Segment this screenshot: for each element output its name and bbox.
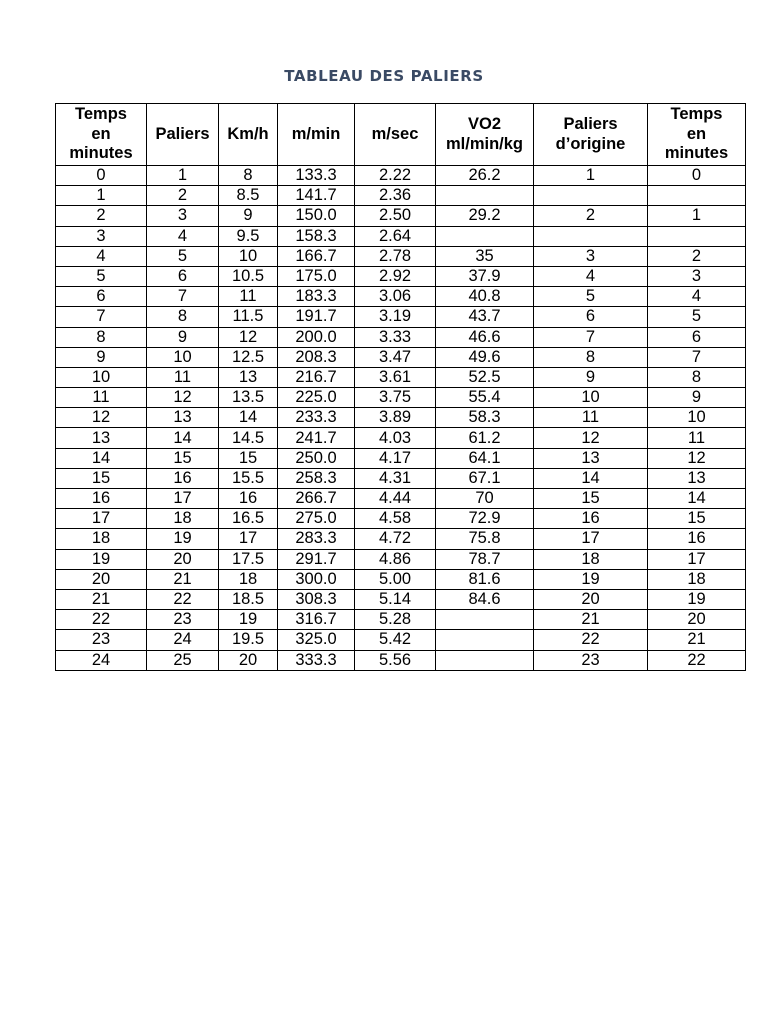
cell-paliers: 7	[147, 287, 219, 307]
cell-m-sec: 4.44	[355, 489, 436, 509]
cell-m-min: 333.3	[278, 650, 355, 670]
header-temps-en-minutes-2	[648, 104, 746, 166]
cell-vo2: 43.7	[436, 307, 534, 327]
cell-kmh: 8.5	[219, 186, 278, 206]
cell-temps-2: 14	[648, 489, 746, 509]
cell-temps-2: 0	[648, 166, 746, 186]
header-paliers	[147, 104, 219, 166]
cell-m-sec: 5.00	[355, 569, 436, 589]
cell-kmh: 17.5	[219, 549, 278, 569]
cell-temps-2	[648, 186, 746, 206]
cell-temps: 17	[56, 509, 147, 529]
cell-vo2: 46.6	[436, 327, 534, 347]
cell-paliers-origine: 17	[534, 529, 648, 549]
cell-kmh: 14.5	[219, 428, 278, 448]
table-row	[56, 610, 746, 630]
cell-temps-2: 19	[648, 589, 746, 609]
header-line: d’origine	[555, 134, 626, 153]
header-line: Paliers	[563, 115, 618, 133]
cell-paliers-origine: 20	[534, 589, 648, 609]
cell-temps-2: 15	[648, 509, 746, 529]
table-row	[56, 630, 746, 650]
cell-m-min: 258.3	[278, 468, 355, 488]
cell-m-min: 150.0	[278, 206, 355, 226]
cell-m-sec: 2.36	[355, 186, 436, 206]
cell-kmh: 9	[219, 206, 278, 226]
cell-temps: 10	[56, 367, 147, 387]
table-body	[56, 166, 746, 671]
cell-paliers-origine: 9	[534, 367, 648, 387]
cell-temps-2: 21	[648, 630, 746, 650]
cell-paliers-origine	[534, 226, 648, 246]
cell-m-sec: 3.89	[355, 408, 436, 428]
cell-vo2: 70	[436, 489, 534, 509]
cell-m-sec: 5.28	[355, 610, 436, 630]
cell-m-sec: 4.03	[355, 428, 436, 448]
cell-temps: 22	[56, 610, 147, 630]
cell-m-sec: 3.33	[355, 327, 436, 347]
header-line: m/sec	[371, 124, 419, 143]
cell-temps: 2	[56, 206, 147, 226]
cell-m-min: 308.3	[278, 589, 355, 609]
cell-m-min: 166.7	[278, 246, 355, 266]
header-line: Temps	[670, 105, 723, 124]
cell-paliers: 22	[147, 589, 219, 609]
header-line: Km/h	[227, 124, 269, 143]
cell-paliers-origine: 3	[534, 246, 648, 266]
cell-temps: 23	[56, 630, 147, 650]
cell-m-sec: 3.19	[355, 307, 436, 327]
table-row	[56, 347, 746, 367]
header-paliers-origine	[534, 104, 648, 166]
cell-temps: 16	[56, 489, 147, 509]
table-row	[56, 367, 746, 387]
cell-kmh: 9.5	[219, 226, 278, 246]
cell-m-min: 241.7	[278, 428, 355, 448]
cell-m-sec: 3.61	[355, 367, 436, 387]
table-row	[56, 589, 746, 609]
cell-vo2: 52.5	[436, 367, 534, 387]
cell-paliers: 20	[147, 549, 219, 569]
table-row	[56, 226, 746, 246]
cell-vo2: 35	[436, 246, 534, 266]
cell-paliers: 4	[147, 226, 219, 246]
cell-temps: 12	[56, 408, 147, 428]
cell-paliers-origine: 21	[534, 610, 648, 630]
cell-vo2: 81.6	[436, 569, 534, 589]
cell-temps-2: 18	[648, 569, 746, 589]
cell-kmh: 14	[219, 408, 278, 428]
table-row	[56, 428, 746, 448]
cell-kmh: 19.5	[219, 630, 278, 650]
header-line: minutes	[69, 144, 133, 163]
header-m-min	[278, 104, 355, 166]
cell-kmh: 13.5	[219, 388, 278, 408]
header-line: Paliers	[155, 124, 210, 143]
cell-temps-2: 6	[648, 327, 746, 347]
table-row	[56, 549, 746, 569]
cell-temps-2: 22	[648, 650, 746, 670]
cell-paliers: 12	[147, 388, 219, 408]
table-row	[56, 388, 746, 408]
cell-temps-2: 12	[648, 448, 746, 468]
cell-vo2: 78.7	[436, 549, 534, 569]
cell-m-sec: 3.47	[355, 347, 436, 367]
cell-m-sec: 4.31	[355, 468, 436, 488]
cell-vo2: 55.4	[436, 388, 534, 408]
cell-paliers-origine: 5	[534, 287, 648, 307]
cell-temps: 13	[56, 428, 147, 448]
cell-vo2: 61.2	[436, 428, 534, 448]
header-line: ml/min/kg	[445, 134, 523, 153]
cell-kmh: 13	[219, 367, 278, 387]
cell-paliers-origine: 11	[534, 408, 648, 428]
cell-temps: 8	[56, 327, 147, 347]
cell-paliers: 23	[147, 610, 219, 630]
cell-temps: 3	[56, 226, 147, 246]
cell-vo2	[436, 610, 534, 630]
cell-temps: 5	[56, 266, 147, 286]
header-vo2	[436, 104, 534, 166]
cell-temps: 18	[56, 529, 147, 549]
cell-m-sec: 5.42	[355, 630, 436, 650]
cell-m-sec: 4.58	[355, 509, 436, 529]
cell-paliers-origine: 10	[534, 388, 648, 408]
cell-m-min: 183.3	[278, 287, 355, 307]
cell-paliers: 3	[147, 206, 219, 226]
cell-paliers: 9	[147, 327, 219, 347]
cell-temps-2: 1	[648, 206, 746, 226]
cell-paliers: 16	[147, 468, 219, 488]
cell-vo2	[436, 650, 534, 670]
cell-temps: 1	[56, 186, 147, 206]
cell-temps-2: 9	[648, 388, 746, 408]
cell-m-min: 300.0	[278, 569, 355, 589]
cell-m-min: 291.7	[278, 549, 355, 569]
cell-temps-2: 3	[648, 266, 746, 286]
cell-m-sec: 5.56	[355, 650, 436, 670]
header-line: en	[686, 124, 707, 143]
cell-vo2: 75.8	[436, 529, 534, 549]
cell-paliers-origine: 6	[534, 307, 648, 327]
cell-paliers-origine: 15	[534, 489, 648, 509]
cell-temps: 24	[56, 650, 147, 670]
cell-m-sec: 2.64	[355, 226, 436, 246]
cell-paliers-origine	[534, 186, 648, 206]
header-row	[56, 104, 746, 166]
header-temps-en-minutes	[56, 104, 147, 166]
cell-paliers-origine: 13	[534, 448, 648, 468]
cell-m-sec: 3.75	[355, 388, 436, 408]
cell-paliers: 2	[147, 186, 219, 206]
cell-m-min: 266.7	[278, 489, 355, 509]
cell-m-sec: 5.14	[355, 589, 436, 609]
cell-vo2: 29.2	[436, 206, 534, 226]
page-title: TABLEAU DES PALIERS	[284, 67, 484, 85]
cell-temps-2: 8	[648, 367, 746, 387]
cell-paliers-origine: 19	[534, 569, 648, 589]
cell-kmh: 16	[219, 489, 278, 509]
cell-temps: 19	[56, 549, 147, 569]
cell-temps: 7	[56, 307, 147, 327]
cell-temps-2: 5	[648, 307, 746, 327]
cell-paliers: 25	[147, 650, 219, 670]
cell-paliers: 10	[147, 347, 219, 367]
cell-m-sec: 4.17	[355, 448, 436, 468]
cell-m-min: 250.0	[278, 448, 355, 468]
cell-temps: 6	[56, 287, 147, 307]
cell-vo2: 67.1	[436, 468, 534, 488]
cell-paliers-origine: 1	[534, 166, 648, 186]
cell-temps: 4	[56, 246, 147, 266]
header-m-sec	[355, 104, 436, 166]
cell-paliers: 24	[147, 630, 219, 650]
table-row	[56, 509, 746, 529]
table-row	[56, 327, 746, 347]
cell-kmh: 10.5	[219, 266, 278, 286]
cell-kmh: 12	[219, 327, 278, 347]
cell-kmh: 11.5	[219, 307, 278, 327]
cell-m-min: 233.3	[278, 408, 355, 428]
cell-paliers: 21	[147, 569, 219, 589]
cell-kmh: 15	[219, 448, 278, 468]
table-row	[56, 529, 746, 549]
cell-kmh: 12.5	[219, 347, 278, 367]
table-row	[56, 166, 746, 186]
cell-temps-2: 17	[648, 549, 746, 569]
cell-paliers-origine: 23	[534, 650, 648, 670]
cell-m-min: 225.0	[278, 388, 355, 408]
cell-paliers-origine: 12	[534, 428, 648, 448]
cell-kmh: 10	[219, 246, 278, 266]
cell-kmh: 18	[219, 569, 278, 589]
cell-paliers: 6	[147, 266, 219, 286]
cell-paliers-origine: 8	[534, 347, 648, 367]
table-row	[56, 246, 746, 266]
cell-m-sec: 2.22	[355, 166, 436, 186]
cell-kmh: 17	[219, 529, 278, 549]
cell-temps-2: 11	[648, 428, 746, 448]
cell-paliers-origine: 4	[534, 266, 648, 286]
cell-kmh: 16.5	[219, 509, 278, 529]
cell-m-min: 158.3	[278, 226, 355, 246]
table-row	[56, 307, 746, 327]
cell-m-min: 283.3	[278, 529, 355, 549]
cell-temps-2: 16	[648, 529, 746, 549]
table-row	[56, 468, 746, 488]
cell-paliers-origine: 16	[534, 509, 648, 529]
cell-temps-2: 20	[648, 610, 746, 630]
cell-kmh: 19	[219, 610, 278, 630]
cell-paliers: 5	[147, 246, 219, 266]
cell-m-min: 316.7	[278, 610, 355, 630]
cell-m-min: 141.7	[278, 186, 355, 206]
cell-m-min: 200.0	[278, 327, 355, 347]
cell-vo2: 26.2	[436, 166, 534, 186]
cell-vo2: 58.3	[436, 408, 534, 428]
cell-temps-2: 13	[648, 468, 746, 488]
table-row	[56, 408, 746, 428]
cell-kmh: 18.5	[219, 589, 278, 609]
table-row	[56, 650, 746, 670]
cell-vo2: 37.9	[436, 266, 534, 286]
cell-kmh: 11	[219, 287, 278, 307]
cell-m-min: 191.7	[278, 307, 355, 327]
cell-m-sec: 3.06	[355, 287, 436, 307]
table-row	[56, 266, 746, 286]
table-row	[56, 287, 746, 307]
cell-temps: 0	[56, 166, 147, 186]
cell-temps-2: 4	[648, 287, 746, 307]
table-row	[56, 569, 746, 589]
cell-temps: 9	[56, 347, 147, 367]
cell-paliers: 15	[147, 448, 219, 468]
cell-temps: 20	[56, 569, 147, 589]
header-line: minutes	[664, 144, 729, 163]
cell-temps: 11	[56, 388, 147, 408]
cell-m-min: 275.0	[278, 509, 355, 529]
cell-vo2: 49.6	[436, 347, 534, 367]
table-row	[56, 448, 746, 468]
cell-paliers: 14	[147, 428, 219, 448]
cell-m-sec: 4.72	[355, 529, 436, 549]
cell-paliers-origine: 18	[534, 549, 648, 569]
cell-paliers-origine: 14	[534, 468, 648, 488]
cell-paliers: 19	[147, 529, 219, 549]
header-line: m/min	[291, 124, 341, 143]
cell-vo2: 72.9	[436, 509, 534, 529]
cell-m-min: 133.3	[278, 166, 355, 186]
cell-m-min: 325.0	[278, 630, 355, 650]
cell-m-sec: 2.92	[355, 266, 436, 286]
cell-temps: 14	[56, 448, 147, 468]
table-header	[56, 104, 746, 166]
cell-m-min: 216.7	[278, 367, 355, 387]
table-row	[56, 206, 746, 226]
cell-vo2	[436, 630, 534, 650]
cell-paliers: 18	[147, 509, 219, 529]
cell-vo2: 84.6	[436, 589, 534, 609]
table-row	[56, 489, 746, 509]
cell-m-min: 208.3	[278, 347, 355, 367]
cell-temps-2: 10	[648, 408, 746, 428]
cell-paliers: 8	[147, 307, 219, 327]
header-line: en	[91, 124, 111, 143]
cell-kmh: 15.5	[219, 468, 278, 488]
table-row	[56, 186, 746, 206]
cell-vo2	[436, 186, 534, 206]
header-line: Temps	[75, 105, 127, 124]
cell-paliers: 17	[147, 489, 219, 509]
cell-temps: 15	[56, 468, 147, 488]
header-line: VO2	[467, 115, 502, 133]
cell-m-sec: 2.50	[355, 206, 436, 226]
cell-temps-2: 7	[648, 347, 746, 367]
cell-temps-2	[648, 226, 746, 246]
cell-paliers: 13	[147, 408, 219, 428]
cell-paliers-origine: 22	[534, 630, 648, 650]
cell-m-min: 175.0	[278, 266, 355, 286]
cell-paliers: 1	[147, 166, 219, 186]
cell-temps: 21	[56, 589, 147, 609]
paliers-table	[55, 103, 746, 671]
cell-m-sec: 2.78	[355, 246, 436, 266]
cell-kmh: 20	[219, 650, 278, 670]
cell-vo2: 40.8	[436, 287, 534, 307]
cell-paliers-origine: 2	[534, 206, 648, 226]
cell-kmh: 8	[219, 166, 278, 186]
cell-temps-2: 2	[648, 246, 746, 266]
cell-paliers: 11	[147, 367, 219, 387]
cell-vo2: 64.1	[436, 448, 534, 468]
cell-paliers-origine: 7	[534, 327, 648, 347]
header-kmh	[219, 104, 278, 166]
cell-m-sec: 4.86	[355, 549, 436, 569]
cell-vo2	[436, 226, 534, 246]
